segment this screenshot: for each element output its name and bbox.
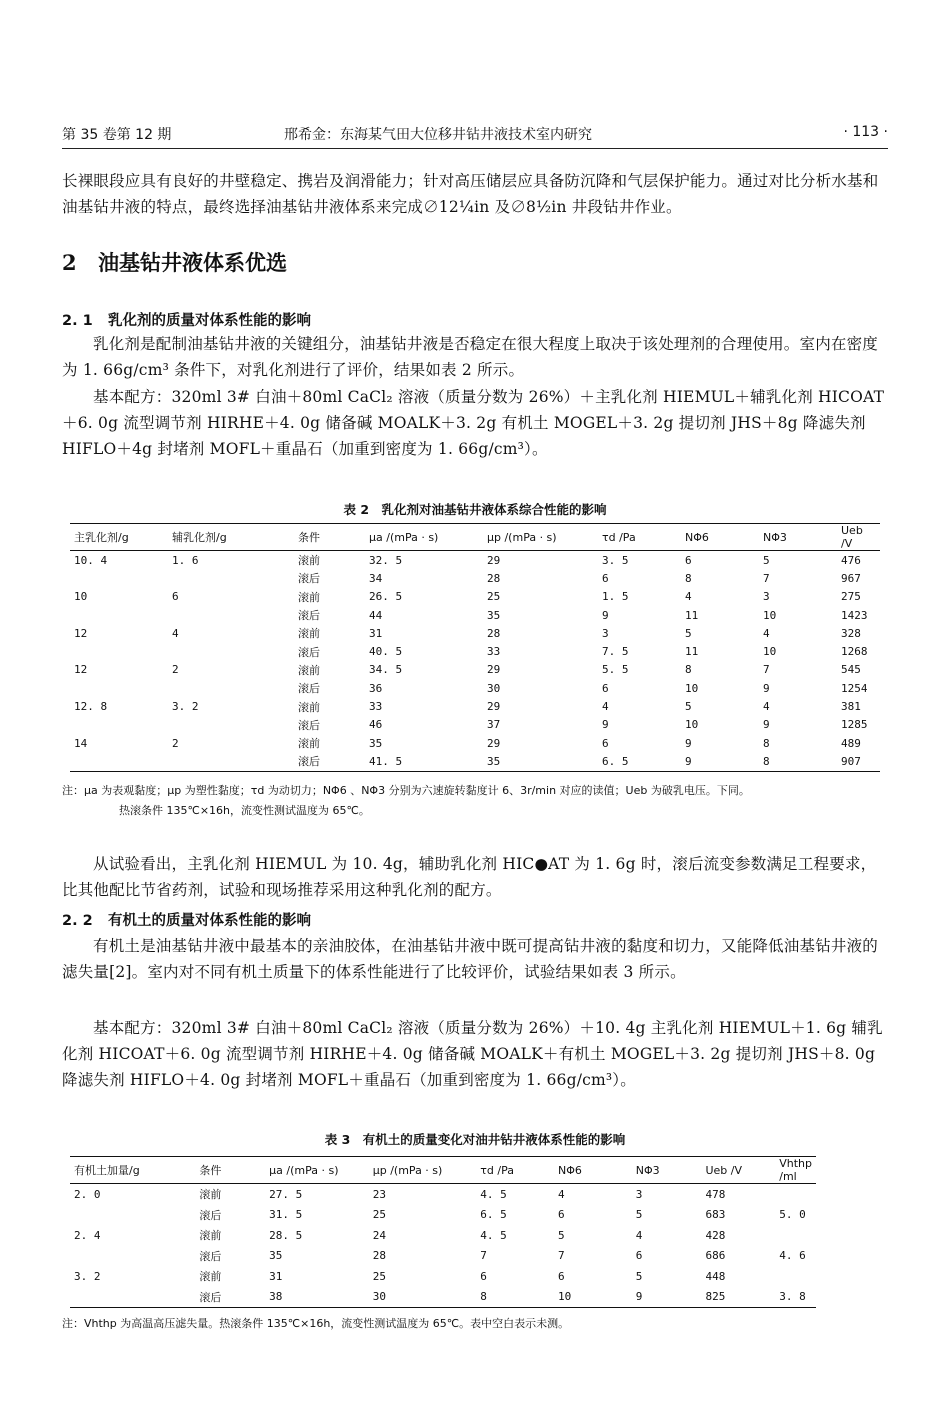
table-cell bbox=[70, 1287, 195, 1308]
paragraph-formula-1: 基本配方：320ml 3# 白油＋80ml CaCl₂ 溶液（质量分数为 26%）＋主乳化剂 HIEMUL＋辅乳化剂 HICOAT＋6. 0g 流型调节剂 HIRHE＋4. 0g 储备碱 MOALK＋3. 2g 有机土 MOGEL＋3. 2g 提切剂 JHS＋8g 降滤失剂 HIFLO＋4g 封堵剂 MOFL＋重晶石（加重到密度为 1. 66g/cm³）。 bbox=[62, 388, 885, 458]
table-cell bbox=[70, 642, 168, 660]
subsection-number: 2. 1 bbox=[62, 313, 93, 329]
table-cell: 12. 8 bbox=[74, 700, 108, 714]
table-cell: 9 bbox=[763, 681, 770, 695]
table-cell: 28. 5 bbox=[269, 1228, 303, 1242]
table-2-body bbox=[70, 551, 880, 772]
table-cell: 2. 4 bbox=[74, 1228, 101, 1242]
table-cell: 14 bbox=[74, 736, 88, 750]
table-cell: 7 bbox=[558, 1249, 565, 1263]
table-cell: 4. 5 bbox=[480, 1228, 507, 1242]
table-cell: 滚前 bbox=[199, 1188, 222, 1202]
table-cell: 33 bbox=[487, 645, 501, 659]
table-cell: 3. 8 bbox=[779, 1290, 806, 1304]
table-cell: 35 bbox=[269, 1249, 283, 1263]
table-cell: 滚前 bbox=[199, 1229, 222, 1243]
table-cell: 29 bbox=[487, 700, 501, 714]
table-cell: 35 bbox=[487, 608, 501, 622]
column-header: NΦ6 bbox=[558, 1163, 582, 1177]
table-cell bbox=[70, 569, 168, 587]
table-cell: 1285 bbox=[841, 718, 868, 732]
table-cell: 33 bbox=[369, 700, 383, 714]
column-header: Ueb /V bbox=[841, 524, 863, 550]
table-2-caption: 表 2 乳化剂对油基钻井液体系综合性能的影响 bbox=[343, 502, 607, 517]
table-row bbox=[70, 661, 880, 679]
table-cell: 6 bbox=[635, 1249, 643, 1263]
table-cell: 8 bbox=[763, 736, 770, 750]
table-cell: 25 bbox=[372, 1269, 386, 1283]
column-header: 辅乳化剂/g bbox=[172, 531, 227, 544]
table-cell: 1268 bbox=[841, 645, 868, 659]
table-cell: 5 bbox=[635, 1269, 643, 1283]
subsection-heading-2-1 bbox=[62, 309, 311, 330]
column-header: NΦ3 bbox=[763, 530, 787, 544]
table-cell: 2 bbox=[172, 663, 179, 677]
table-cell: 686 bbox=[705, 1249, 726, 1263]
table-cell: 10. 4 bbox=[74, 553, 108, 567]
table-cell: 滚后 bbox=[298, 718, 320, 732]
table-cell: 滚前 bbox=[298, 590, 320, 604]
table-cell: 3 bbox=[763, 590, 770, 604]
table-cell: 37 bbox=[487, 718, 501, 732]
table-cell bbox=[70, 1246, 195, 1267]
table-cell: 683 bbox=[705, 1208, 726, 1222]
table-cell: 36 bbox=[369, 681, 383, 695]
table-cell: 5 bbox=[685, 626, 692, 640]
table-cell: 7 bbox=[480, 1249, 487, 1263]
table-cell: 滚后 bbox=[199, 1249, 222, 1263]
table-row bbox=[70, 551, 880, 570]
table-cell: 滚前 bbox=[298, 737, 320, 751]
table-cell: 35 bbox=[487, 754, 501, 768]
table-cell bbox=[168, 679, 294, 697]
table-cell bbox=[70, 1205, 195, 1226]
column-header: τd /Pa bbox=[480, 1163, 514, 1177]
column-header: μp /(mPa · s) bbox=[372, 1163, 443, 1177]
table-cell: 35 bbox=[369, 736, 383, 750]
running-title: 邢希金：东海某气田大位移井钻井液技术室内研究 bbox=[284, 127, 592, 143]
table-row bbox=[70, 642, 880, 660]
table-cell: 9 bbox=[635, 1290, 643, 1304]
table-cell: 3 bbox=[635, 1187, 643, 1201]
column-header: 条件 bbox=[298, 531, 320, 544]
journal-volume: 第 35 卷第 12 期 bbox=[62, 127, 172, 143]
table-row bbox=[70, 1205, 816, 1226]
table-cell: 328 bbox=[841, 626, 861, 640]
table-cell: 10 bbox=[685, 718, 699, 732]
table-cell: 9 bbox=[685, 754, 692, 768]
table-cell: 5 bbox=[635, 1208, 643, 1222]
table-cell: 8 bbox=[685, 663, 692, 677]
table-cell: 28 bbox=[487, 571, 501, 585]
table-row bbox=[70, 1287, 816, 1308]
table-3-note: 注：Vhthp 为高温高压滤失量。热滚条件 135℃×16h，流变性测试温度为 65℃。表中空白表示未测。 bbox=[62, 1317, 570, 1330]
running-header bbox=[62, 124, 888, 146]
table-2 bbox=[70, 523, 880, 772]
table-cell: 30 bbox=[372, 1290, 386, 1304]
paragraph-result: 从试验看出，主乳化剂 HIEMUL 为 10. 4g，辅助乳化剂 HIC●AT 为 1. 6g 时，滚后流变参数满足工程要求，比其他配比节省药剂，试验和现场推荐采用这种乳化剂的配方。 bbox=[62, 855, 877, 899]
table-row bbox=[70, 569, 880, 587]
table-cell: 38 bbox=[269, 1290, 283, 1304]
table-cell: 381 bbox=[841, 700, 861, 714]
table-cell: 29 bbox=[487, 663, 501, 677]
table-cell: 12 bbox=[74, 626, 88, 640]
page-number: · 113 · bbox=[843, 124, 888, 140]
table-row bbox=[70, 716, 880, 734]
table-cell: 7. 5 bbox=[602, 645, 629, 659]
table-cell: 滚前 bbox=[298, 627, 320, 641]
table-cell bbox=[168, 716, 294, 734]
table-row bbox=[70, 606, 880, 624]
table-cell: 27. 5 bbox=[269, 1187, 303, 1201]
table-cell: 2. 0 bbox=[74, 1187, 101, 1201]
table-cell: 5 bbox=[763, 553, 770, 567]
table-row bbox=[70, 752, 880, 771]
table-header-row bbox=[70, 524, 880, 551]
column-header: 条件 bbox=[199, 1164, 222, 1177]
table-cell: 滚后 bbox=[298, 755, 320, 769]
table-cell: 12 bbox=[74, 663, 88, 677]
table-cell: 滚前 bbox=[298, 700, 320, 714]
table-cell: 5 bbox=[685, 700, 692, 714]
table-cell: 476 bbox=[841, 553, 861, 567]
column-header: NΦ3 bbox=[635, 1163, 660, 1177]
table-cell: 滚后 bbox=[199, 1290, 222, 1304]
table-cell: 4 bbox=[763, 626, 770, 640]
table-row bbox=[70, 624, 880, 642]
table-cell: 6. 5 bbox=[480, 1208, 507, 1222]
section-heading bbox=[62, 247, 287, 277]
table-cell: 4. 6 bbox=[779, 1249, 806, 1263]
table-row bbox=[70, 1225, 816, 1246]
table-cell: 275 bbox=[841, 590, 861, 604]
table-cell: 31 bbox=[369, 626, 383, 640]
table-cell: 4 bbox=[558, 1187, 565, 1201]
table-cell: 3 bbox=[602, 626, 609, 640]
table-cell: 3. 5 bbox=[602, 553, 629, 567]
table-cell: 滚后 bbox=[298, 572, 320, 586]
table-cell: 4 bbox=[172, 626, 179, 640]
table-cell: 23 bbox=[372, 1187, 386, 1201]
table-cell: 8 bbox=[685, 571, 692, 585]
table-3 bbox=[70, 1156, 816, 1308]
table-cell: 6 bbox=[172, 590, 179, 604]
table-cell: 10 bbox=[558, 1290, 572, 1304]
table-cell: 40. 5 bbox=[369, 645, 403, 659]
table-cell: 1. 6 bbox=[172, 553, 199, 567]
table-cell: 4 bbox=[635, 1228, 643, 1242]
table-cell: 31. 5 bbox=[269, 1208, 303, 1222]
table-cell: 6 bbox=[602, 681, 609, 695]
table-cell: 29 bbox=[487, 553, 501, 567]
table-cell: 10 bbox=[763, 645, 777, 659]
table-cell bbox=[168, 606, 294, 624]
table-cell bbox=[168, 569, 294, 587]
table-row bbox=[70, 588, 880, 606]
table-3-caption: 表 3 有机土的质量变化对油井钻井液体系性能的影响 bbox=[324, 1132, 626, 1147]
subsection-number: 2. 2 bbox=[62, 913, 93, 929]
column-header: τd /Pa bbox=[602, 530, 636, 544]
table-cell: 滚后 bbox=[298, 682, 320, 696]
column-header: μa /(mPa · s) bbox=[269, 1163, 339, 1177]
note-line-1: 注：μa 为表观黏度；μp 为塑性黏度；τd 为动切力；NΦ6 、NΦ3 分别为六速旋转黏度计 6、3r/min 对应的读值；Ueb 为破乳电压。下同。 bbox=[62, 784, 750, 797]
table-cell: 825 bbox=[705, 1290, 726, 1304]
table-cell: 9 bbox=[602, 718, 609, 732]
table-cell: 34 bbox=[369, 571, 383, 585]
table-cell: 34. 5 bbox=[369, 663, 403, 677]
column-header: μa /(mPa · s) bbox=[369, 530, 439, 544]
table-cell: 6 bbox=[480, 1269, 487, 1283]
table-cell: 4 bbox=[763, 700, 770, 714]
subsection-title: 有机土的质量对体系性能的影响 bbox=[108, 913, 311, 929]
paragraph-organoclay: 有机土是油基钻井液中最基本的亲油胶体，在油基钻井液中既可提高钻井液的黏度和切力，又能降低油基钻井液的滤失量[2]。室内对不同有机土质量下的体系性能进行了比较评价，试验结果如表 3 所示。 bbox=[62, 937, 879, 981]
column-header: μp /(mPa · s) bbox=[487, 530, 557, 544]
table-cell: 46 bbox=[369, 718, 383, 732]
table-cell: 滚后 bbox=[298, 609, 320, 623]
table-cell: 28 bbox=[372, 1249, 386, 1263]
table-cell: 8 bbox=[763, 754, 770, 768]
table-cell: 滚后 bbox=[199, 1208, 222, 1222]
table-cell: 6 bbox=[685, 553, 692, 567]
table-cell: 7 bbox=[763, 571, 770, 585]
table-row bbox=[70, 679, 880, 697]
table-cell: 3. 2 bbox=[74, 1269, 101, 1283]
table-cell bbox=[70, 716, 168, 734]
table-cell: 4 bbox=[685, 590, 692, 604]
table-cell: 545 bbox=[841, 663, 861, 677]
subsection-heading-2-2 bbox=[62, 909, 311, 930]
subsection-title: 乳化剂的质量对体系性能的影响 bbox=[108, 313, 311, 329]
table-row bbox=[70, 1184, 816, 1205]
table-cell: 26. 5 bbox=[369, 590, 403, 604]
table-cell: 9 bbox=[602, 608, 609, 622]
table-cell: 428 bbox=[705, 1228, 726, 1242]
table-cell: 6 bbox=[558, 1269, 565, 1283]
table-2-note bbox=[62, 781, 888, 821]
table-cell: 32. 5 bbox=[369, 553, 403, 567]
table-cell: 44 bbox=[369, 608, 383, 622]
table-cell: 6 bbox=[602, 571, 609, 585]
section-title: 油基钻井液体系优选 bbox=[98, 250, 287, 275]
table-cell: 28 bbox=[487, 626, 501, 640]
table-cell bbox=[70, 679, 168, 697]
table-cell bbox=[168, 752, 294, 771]
table-cell: 滚前 bbox=[298, 554, 320, 568]
column-header: 主乳化剂/g bbox=[74, 531, 129, 544]
table-cell: 5 bbox=[558, 1228, 565, 1242]
table-cell: 3. 2 bbox=[172, 700, 199, 714]
table-cell: 41. 5 bbox=[369, 754, 403, 768]
table-cell: 489 bbox=[841, 736, 861, 750]
table-cell: 1. 5 bbox=[602, 590, 629, 604]
table-cell: 10 bbox=[685, 681, 699, 695]
column-header: NΦ6 bbox=[685, 530, 709, 544]
table-cell: 9 bbox=[685, 736, 692, 750]
table-cell: 5. 0 bbox=[779, 1208, 806, 1222]
table-cell bbox=[775, 1184, 816, 1205]
table-cell: 10 bbox=[74, 590, 88, 604]
table-cell: 11 bbox=[685, 608, 699, 622]
header-rule bbox=[62, 148, 888, 149]
table-cell bbox=[775, 1225, 816, 1246]
table-cell: 1254 bbox=[841, 681, 868, 695]
table-cell: 10 bbox=[763, 608, 777, 622]
table-3-body bbox=[70, 1184, 816, 1308]
table-cell: 4. 5 bbox=[480, 1187, 507, 1201]
table-cell: 6 bbox=[558, 1208, 565, 1222]
table-cell: 5. 5 bbox=[602, 663, 629, 677]
table-cell: 25 bbox=[372, 1208, 386, 1222]
table-row bbox=[70, 1246, 816, 1267]
table-cell bbox=[70, 606, 168, 624]
table-cell: 31 bbox=[269, 1269, 283, 1283]
table-cell: 6. 5 bbox=[602, 754, 629, 768]
column-header: Vhthp /ml bbox=[779, 1157, 812, 1183]
table-cell: 25 bbox=[487, 590, 501, 604]
table-cell bbox=[775, 1266, 816, 1287]
table-cell: 448 bbox=[705, 1269, 726, 1283]
table-cell: 6 bbox=[602, 736, 609, 750]
table-row bbox=[70, 1266, 816, 1287]
table-cell: 967 bbox=[841, 571, 861, 585]
table-cell: 滚后 bbox=[298, 645, 320, 659]
table-cell: 478 bbox=[705, 1187, 726, 1201]
table-cell: 29 bbox=[487, 736, 501, 750]
table-cell: 滚前 bbox=[298, 663, 320, 677]
column-header: Ueb /V bbox=[705, 1163, 742, 1177]
table-cell: 2 bbox=[172, 736, 179, 750]
section-number: 2 bbox=[62, 250, 77, 275]
table-cell: 30 bbox=[487, 681, 501, 695]
table-cell: 4 bbox=[602, 700, 609, 714]
table-cell: 11 bbox=[685, 645, 699, 659]
table-cell bbox=[70, 752, 168, 771]
table-header-row bbox=[70, 1157, 816, 1184]
paragraph-formula-2: 基本配方：320ml 3# 白油＋80ml CaCl₂ 溶液（质量分数为 26%）＋10. 4g 主乳化剂 HIEMUL＋1. 6g 辅乳化剂 HICOAT＋6. 0g 流型调节剂 HIRHE＋4. 0g 储备碱 MOALK＋有机土 MOGEL＋3. 2g 提切剂 JHS＋8. 0g 降滤失剂 HIFLO＋4. 0g 封堵剂 MOFL＋重晶石（加重到密度为 1. 66g/cm³）。 bbox=[62, 1019, 883, 1089]
table-cell: 7 bbox=[763, 663, 770, 677]
table-cell: 滚前 bbox=[199, 1270, 222, 1284]
table-cell: 24 bbox=[372, 1228, 386, 1242]
table-cell bbox=[168, 642, 294, 660]
table-row bbox=[70, 697, 880, 715]
table-cell: 8 bbox=[480, 1290, 487, 1304]
table-cell: 1423 bbox=[841, 608, 868, 622]
table-cell: 9 bbox=[763, 718, 770, 732]
intro-paragraph: 长裸眼段应具有良好的井壁稳定、携岩及润滑能力；针对高压储层应具备防沉降和气层保护能力。通过对比分析水基和油基钻井液的特点，最终选择油基钻井液体系来完成∅12¼in 及∅8½in 井段钻井作业。 bbox=[62, 172, 879, 216]
table-row bbox=[70, 734, 880, 752]
table-cell: 907 bbox=[841, 754, 861, 768]
paragraph-emulsifier: 乳化剂是配制油基钻井液的关键组分，油基钻井液是否稳定在很大程度上取决于该处理剂的合理使用。室内在密度为 1. 66g/cm³ 条件下，对乳化剂进行了评价，结果如表 2 所示。 bbox=[62, 335, 879, 379]
note-line-2: 热滚条件 135℃×16h，流变性测试温度为 65℃。 bbox=[119, 804, 370, 817]
column-header: 有机土加量/g bbox=[74, 1164, 140, 1177]
